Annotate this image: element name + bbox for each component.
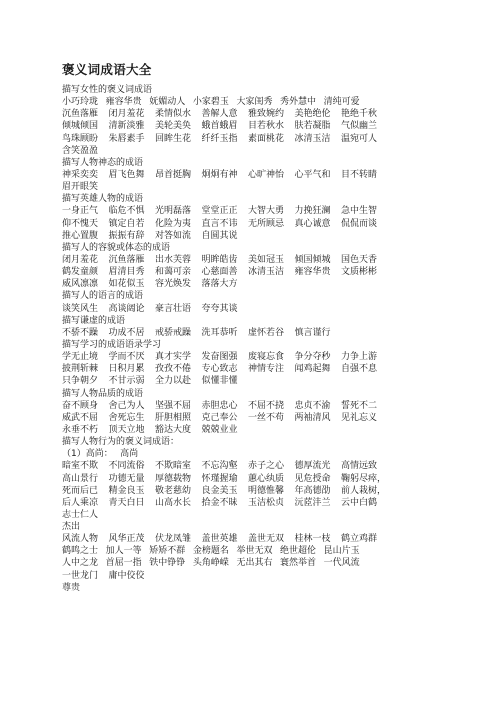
idiom: 戒骄戒躁	[155, 327, 192, 338]
idiom: 目不转睛	[341, 169, 378, 180]
idiom: 小巧玲珑	[62, 97, 99, 108]
idiom: 金榜题名	[192, 546, 229, 557]
idiom-row	[62, 133, 436, 145]
idiom: 玉洁松贞	[248, 497, 285, 508]
idiom: 桂林一枝	[294, 534, 331, 545]
idiom: 拾金不昧	[201, 497, 238, 508]
text-line-content: 尊贵	[62, 582, 81, 593]
idiom: 舍己为人	[108, 400, 145, 411]
idiom: 坚强不屈	[155, 400, 192, 411]
idiom: 艳绝千秋	[341, 109, 378, 120]
idiom: 兢兢业业	[201, 424, 238, 435]
idiom: 自圆其说	[201, 230, 238, 241]
idiom-row	[62, 169, 436, 181]
idiom: 雅致婉约	[248, 109, 285, 120]
idiom: 披荆斩棘	[62, 364, 99, 375]
idiom: 见危授命	[294, 473, 331, 484]
idiom: 死而后已	[62, 485, 99, 496]
idiom-row	[62, 327, 436, 339]
idiom: 顶天立地	[108, 424, 145, 435]
idiom: 两袖清风	[294, 412, 331, 423]
idiom-row	[62, 473, 436, 485]
section-heading-text: 描写人物品质的成语	[62, 388, 144, 399]
idiom: 清新淡雅	[108, 121, 145, 132]
idiom-row	[62, 485, 436, 497]
text-line-content: 眉开眼笑	[62, 182, 99, 193]
idiom: 永垂不朽	[62, 424, 99, 435]
idiom: 克己奉公	[201, 412, 238, 423]
idiom: 朱唇素手	[108, 133, 145, 144]
idiom: 出水芙蓉	[155, 254, 192, 265]
idiom: 首屈一指	[105, 558, 142, 569]
idiom: 年高德劭	[294, 485, 331, 496]
idiom-row	[62, 497, 436, 509]
idiom: 心平气和	[294, 169, 331, 180]
text-line	[62, 448, 436, 460]
idiom: 鸟珠顾盼	[62, 133, 99, 144]
idiom: 容光焕发	[155, 279, 192, 290]
idiom-row	[62, 230, 436, 242]
idiom: 沉鱼落雁	[108, 254, 145, 265]
idiom: 不屈不挠	[248, 400, 285, 411]
idiom-row	[62, 120, 436, 132]
idiom-row	[62, 218, 436, 230]
idiom: 功成不居	[108, 327, 145, 338]
section-heading	[62, 339, 436, 351]
idiom: 鞠躬尽瘁，	[341, 473, 387, 484]
idiom: 豁达大度	[155, 424, 192, 435]
idiom: 温宛可人	[341, 133, 378, 144]
idiom: 力挽狂澜	[294, 206, 331, 217]
idiom-row	[62, 96, 436, 108]
idiom: 柔情似水	[155, 109, 192, 120]
idiom: 肝胆相照	[155, 412, 192, 423]
text-line	[62, 521, 436, 533]
idiom: 不骄不躁	[62, 327, 99, 338]
section-heading	[62, 315, 436, 327]
section-heading	[62, 157, 436, 169]
idiom: 虚怀若谷	[248, 327, 285, 338]
idiom-row	[62, 424, 436, 436]
idiom: 高山景行	[62, 473, 99, 484]
idiom-row	[62, 570, 436, 582]
idiom: 慎言谨行	[294, 327, 331, 338]
idiom: 急中生智	[341, 206, 378, 217]
idiom: 一丝不苟	[248, 412, 285, 423]
idiom: 无出其右	[236, 558, 273, 569]
idiom: 自强不息	[341, 364, 378, 375]
idiom: 不同流俗	[108, 461, 145, 472]
idiom: 眉清目秀	[108, 267, 145, 278]
section-heading	[62, 193, 436, 205]
section-heading	[62, 84, 436, 96]
idiom-row	[62, 533, 436, 545]
idiom-row	[62, 278, 436, 290]
idiom: 眉飞色舞	[108, 169, 145, 180]
idiom: 伏龙凤雏	[155, 534, 192, 545]
idiom: 妩媚动人	[149, 97, 186, 108]
idiom: 闭月羞花	[62, 254, 99, 265]
idiom: 素面桃花	[248, 133, 285, 144]
idiom-row	[62, 557, 436, 569]
idiom: 善解人意	[201, 109, 238, 120]
idiom: 精金良玉	[108, 485, 145, 496]
idiom: 赤子之心	[248, 461, 285, 472]
idiom: 高情远致	[341, 461, 378, 472]
idiom: 发奋图强	[201, 352, 238, 363]
idiom: 沅茝沣兰	[294, 497, 331, 508]
text-line	[62, 509, 436, 521]
section-heading-text: 描写英雄人物的成语	[62, 194, 144, 205]
idiom: 清纯可爱	[323, 97, 360, 108]
section-heading-text: 描写人的语言的成语	[62, 291, 144, 302]
idiom: 盖世英雄	[201, 534, 238, 545]
idiom: 盖世无双	[248, 534, 285, 545]
document-title: 褒义词成语大全	[62, 62, 152, 77]
idiom: 仰不愧天	[62, 218, 99, 229]
idiom: 沉鱼落雁	[62, 109, 99, 120]
section-heading-text: 描写女性的褒义词成语	[62, 85, 153, 95]
document-body	[62, 84, 436, 594]
idiom: 直言不讳	[201, 218, 238, 229]
idiom: 学而不厌	[108, 352, 145, 363]
idiom: 冰清玉洁	[248, 267, 285, 278]
idiom: 美艳绝伦	[294, 109, 331, 120]
idiom: 堂堂正正	[201, 206, 238, 217]
idiom: 孜孜不倦	[155, 364, 192, 375]
idiom-row	[62, 108, 436, 120]
idiom: 对答如流	[155, 230, 192, 241]
idiom: 只争朝夕	[62, 376, 99, 387]
idiom: 举世无双	[236, 546, 273, 557]
idiom: 功德无量	[108, 473, 145, 484]
idiom: 一身正气	[62, 206, 99, 217]
idiom: 光明磊落	[155, 206, 192, 217]
idiom: 昂首挺胸	[155, 169, 192, 180]
idiom: 回眸生花	[155, 133, 192, 144]
idiom: 专心致志	[201, 364, 238, 375]
idiom-row	[62, 412, 436, 424]
idiom: 气似幽兰	[341, 121, 378, 132]
idiom: 振振有辞	[108, 230, 145, 241]
idiom: 鹤鸣之士	[62, 546, 99, 557]
idiom: 铁中铮铮	[149, 558, 186, 569]
text-line	[62, 181, 436, 193]
idiom: 德厚流光	[294, 461, 331, 472]
idiom: 化险为夷	[155, 218, 192, 229]
text-line-content: 杰出	[62, 522, 81, 533]
idiom: 力争上游	[341, 352, 378, 363]
idiom: 和蔼可亲	[155, 267, 192, 278]
idiom: 争分夺秒	[294, 352, 331, 363]
idiom: 不甘示弱	[108, 376, 145, 387]
idiom-row	[62, 545, 436, 557]
idiom: 目若秋水	[248, 121, 285, 132]
idiom: 誓死不二	[341, 400, 378, 411]
idiom: 大家闺秀	[236, 97, 273, 108]
idiom: 雍容华贵	[294, 267, 331, 278]
idiom: 威风凛凛	[62, 279, 99, 290]
idiom: 鹤立鸡群	[341, 534, 378, 545]
idiom-row	[62, 351, 436, 363]
section-heading-text: 描写谦虚的成语	[62, 315, 126, 326]
document-page	[62, 62, 436, 594]
idiom: 见礼忘义	[341, 412, 378, 423]
idiom-row	[62, 460, 436, 472]
idiom: 一世龙门	[62, 570, 99, 581]
idiom: 闭月羞花	[108, 109, 145, 120]
idiom: 临危不惧	[108, 206, 145, 217]
idiom: 全力以赴	[155, 376, 192, 387]
idiom: 明眸皓齿	[201, 254, 238, 265]
idiom: 大智大勇	[248, 206, 285, 217]
idiom: 山高水长	[155, 497, 192, 508]
section-heading	[62, 436, 436, 448]
idiom: 心慈面善	[201, 267, 238, 278]
idiom-row	[62, 266, 436, 278]
idiom: 推心置腹	[62, 230, 99, 241]
section-heading-text: 描写学习的成语语录学习	[62, 339, 162, 350]
idiom: 后人乘凉	[62, 497, 99, 508]
idiom: 真才实学	[155, 352, 192, 363]
section-heading-text: 描写人的容貌或体态的成语	[62, 242, 171, 253]
idiom: 头角峥嵘	[192, 558, 229, 569]
idiom: 赤胆忠心	[201, 400, 238, 411]
section-heading-text: 描写人物行为的褒义词成语：	[62, 437, 180, 448]
text-line-content: 含笑盈盈	[62, 145, 99, 156]
idiom: 侃侃而谈	[341, 218, 378, 229]
idiom: 文质彬彬	[341, 267, 378, 278]
idiom: 谈笑风生	[62, 303, 99, 314]
idiom: 无所顾忌	[248, 218, 285, 229]
idiom: 神采奕奕	[62, 169, 99, 180]
idiom-row	[62, 303, 436, 315]
idiom: 云中白鹤	[341, 497, 378, 508]
idiom: 怀瑾握瑜	[201, 473, 238, 484]
idiom: 矫矫不群	[149, 546, 186, 557]
idiom: 不欺暗室	[155, 461, 192, 472]
text-line-content: （1）高尚： 高尚	[62, 449, 139, 460]
text-line	[62, 145, 436, 157]
idiom: 庸中佼佼	[108, 570, 145, 581]
idiom: 昆山片玉	[323, 546, 360, 557]
section-heading	[62, 290, 436, 302]
idiom-row	[62, 400, 436, 412]
idiom: 倾城倾国	[62, 121, 99, 132]
idiom: 洗耳恭听	[201, 327, 238, 338]
idiom: 一代风流	[323, 558, 360, 569]
idiom: 人中之龙	[62, 558, 99, 569]
idiom: 风流人物	[62, 534, 99, 545]
idiom: 倾国倾城	[294, 254, 331, 265]
idiom: 纤纤玉指	[201, 133, 238, 144]
idiom: 肤若凝脂	[294, 121, 331, 132]
idiom: 国色天香	[341, 254, 378, 265]
idiom: 冰清玉洁	[294, 133, 331, 144]
idiom: 前人栽树，	[341, 485, 387, 496]
idiom: 加人一等	[105, 546, 142, 557]
idiom: 心旷神怡	[248, 169, 285, 180]
idiom: 学无止境	[62, 352, 99, 363]
idiom-row	[62, 205, 436, 217]
idiom: 蛾首蛾眉	[201, 121, 238, 132]
idiom: 明德惟馨	[248, 485, 285, 496]
section-heading-text: 描写人物神态的成语	[62, 157, 144, 168]
idiom: 夸夸其谈	[201, 303, 238, 314]
idiom: 秀外慧中	[280, 97, 317, 108]
idiom: 如花似玉	[108, 279, 145, 290]
idiom: 威武不屈	[62, 412, 99, 423]
idiom: 似懂非懂	[201, 376, 238, 387]
idiom: 闻鸡起舞	[294, 364, 331, 375]
idiom-row	[62, 363, 436, 375]
idiom: 绝世超伦	[280, 546, 317, 557]
idiom: 雍容华贵	[105, 97, 142, 108]
section-heading	[62, 242, 436, 254]
text-line-content: 志士仁人	[62, 509, 99, 520]
idiom: 暗室不欺	[62, 461, 99, 472]
idiom: 日积月累	[108, 364, 145, 375]
idiom: 风华正茂	[108, 534, 145, 545]
section-heading	[62, 388, 436, 400]
idiom: 豪言壮语	[155, 303, 192, 314]
idiom: 废寝忘食	[248, 352, 285, 363]
text-line	[62, 582, 436, 594]
idiom-row	[62, 375, 436, 387]
idiom: 蕙心纨质	[248, 473, 285, 484]
idiom: 美如冠玉	[248, 254, 285, 265]
idiom: 敬老慈幼	[155, 485, 192, 496]
idiom: 落落大方	[201, 279, 238, 290]
idiom: 寰然举首	[280, 558, 317, 569]
idiom: 炯炯有神	[201, 169, 238, 180]
idiom: 奋不顾身	[62, 400, 99, 411]
idiom: 舍死忘生	[108, 412, 145, 423]
idiom: 神情专注	[248, 364, 285, 375]
idiom: 小家碧玉	[192, 97, 229, 108]
idiom: 不忘沟壑	[201, 461, 238, 472]
idiom: 美轮美奂	[155, 121, 192, 132]
idiom: 真心诚意	[294, 218, 331, 229]
idiom: 鹤发童颜	[62, 267, 99, 278]
idiom: 厚德载物	[155, 473, 192, 484]
idiom: 青天白日	[108, 497, 145, 508]
idiom: 忠贞不渝	[294, 400, 331, 411]
idiom: 良金美玉	[201, 485, 238, 496]
idiom: 镇定自若	[108, 218, 145, 229]
idiom: 高谈阔论	[108, 303, 145, 314]
idiom-row	[62, 254, 436, 266]
